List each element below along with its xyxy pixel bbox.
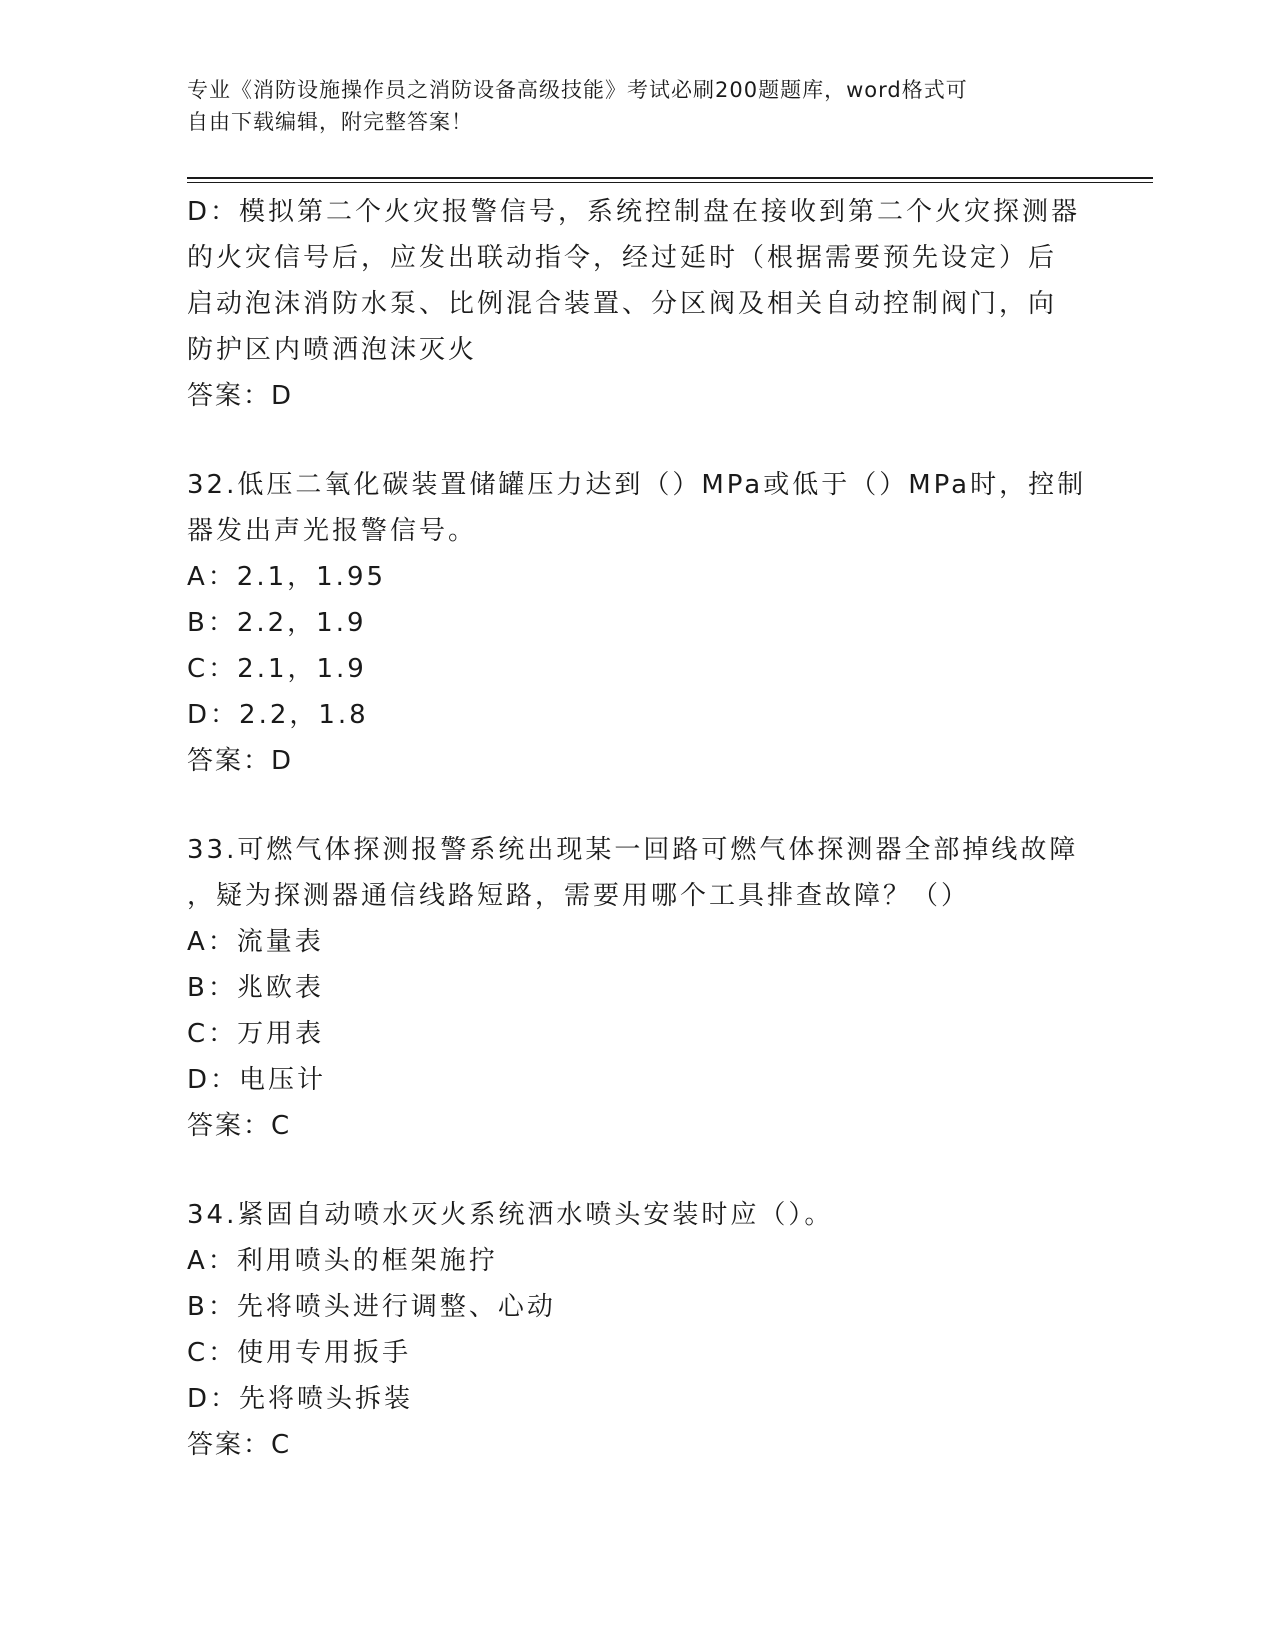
option-line: D：模拟第二个火灾报警信号，系统控制盘在接收到第二个火灾探测器	[187, 197, 1081, 227]
answer-line: 答案：D	[187, 381, 294, 411]
question-block-33	[187, 827, 1087, 1149]
answer-line: 答案：C	[187, 1111, 292, 1141]
answer-line: 答案：D	[187, 746, 294, 776]
document-body	[187, 189, 1087, 1468]
question-block-34	[187, 1192, 1087, 1468]
option-line: 的火灾信号后，应发出联动指令，经过延时（根据需要预先设定）后	[187, 243, 1058, 273]
question-stem: 34.紧固自动喷水灭火系统洒水喷头安装时应（）。	[187, 1200, 834, 1230]
option-a: A：流量表	[187, 927, 324, 957]
option-a: A：利用喷头的框架施拧	[187, 1246, 498, 1276]
answer-line: 答案：C	[187, 1430, 292, 1460]
header-divider-thick	[187, 177, 1153, 179]
option-b: B：兆欧表	[187, 973, 324, 1003]
option-line: 防护区内喷洒泡沫灭火	[187, 335, 478, 365]
question-block-32	[187, 462, 1087, 784]
question-stem: 器发出声光报警信号。	[187, 516, 478, 546]
option-d: D：2.2，1.8	[187, 700, 369, 730]
option-c: C：使用专用扳手	[187, 1338, 412, 1368]
spacer	[187, 419, 1087, 462]
header-divider-thin	[187, 182, 1153, 183]
question-stem: 32.低压二氧化碳装置储罐压力达到（）MPa或低于（）MPa时，控制	[187, 470, 1087, 500]
question-stem: 33.可燃气体探测报警系统出现某一回路可燃气体探测器全部掉线故障	[187, 835, 1079, 865]
option-d: D：先将喷头拆装	[187, 1384, 414, 1414]
header-line-1: 专业《消防设施操作员之消防设备高级技能》考试必刷200题题库，word格式可	[187, 78, 968, 102]
document-header	[187, 74, 1087, 138]
header-line-2: 自由下载编辑，附完整答案！	[187, 110, 473, 134]
spacer	[187, 784, 1087, 827]
question-stem: ，疑为探测器通信线路短路，需要用哪个工具排查故障？（）	[187, 881, 971, 911]
option-line: 启动泡沫消防水泵、比例混合装置、分区阀及相关自动控制阀门，向	[187, 289, 1058, 319]
continued-question-block	[187, 189, 1087, 419]
spacer	[187, 1149, 1087, 1192]
option-c: C：2.1，1.9	[187, 654, 367, 684]
option-b: B：2.2，1.9	[187, 608, 367, 638]
option-c: C：万用表	[187, 1019, 325, 1049]
option-a: A：2.1，1.95	[187, 562, 387, 592]
option-d: D：电压计	[187, 1065, 327, 1095]
option-b: B：先将喷头进行调整、心动	[187, 1292, 556, 1322]
